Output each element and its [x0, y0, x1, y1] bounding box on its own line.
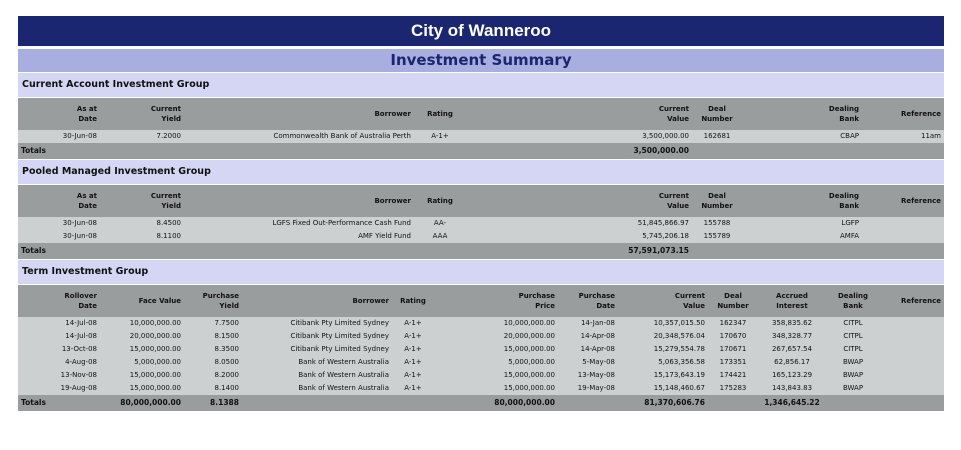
header-cell: Rating [414, 185, 466, 217]
face-value-cell: 5,000,000.00 [100, 356, 184, 369]
table-row [18, 317, 944, 330]
borrower-cell: Bank of Western Australia [242, 356, 392, 369]
header-cell: Current Value [466, 98, 692, 130]
deal-number-cell: 155788 [692, 217, 742, 230]
purchase-date-cell: 13-May-08 [558, 369, 618, 382]
deal-number-cell: 173351 [708, 356, 758, 369]
reference-cell [880, 369, 944, 382]
header-cell: Purchase Price [434, 285, 558, 317]
purchase-price-cell: 15,000,000.00 [434, 382, 558, 395]
totals-face-value: 80,000,000.00 [100, 395, 184, 411]
header-cell: Reference [862, 185, 944, 217]
totals-label: Totals [18, 243, 100, 259]
totals-row [18, 395, 944, 411]
rating-cell: AAA [414, 230, 466, 243]
dealing-bank-cell: CITPL [826, 330, 880, 343]
rating-cell: A-1+ [392, 317, 434, 330]
current-value-cell: 15,279,554.78 [618, 343, 708, 356]
header-cell: Current Value [466, 185, 692, 217]
dealing-bank-cell: CBAP [742, 130, 862, 143]
rating-cell: A-1+ [392, 356, 434, 369]
header-cell: Dealing Bank [742, 98, 862, 130]
rating-cell: A-1+ [392, 369, 434, 382]
header-cell: Accrued Interest [758, 285, 826, 317]
yield-cell: 8.1100 [100, 230, 184, 243]
report-title: Investment Summary [18, 49, 944, 72]
face-value-cell: 10,000,000.00 [100, 317, 184, 330]
rollover-date-cell: 19-Aug-08 [18, 382, 100, 395]
header-cell: Current Yield [100, 98, 184, 130]
rating-cell: AA- [414, 217, 466, 230]
current-value-cell: 51,845,866.97 [466, 217, 692, 230]
rating-cell: A-1+ [392, 343, 434, 356]
table-row [18, 130, 944, 143]
header-cell: Purchase Yield [184, 285, 242, 317]
header-cell: Borrower [184, 185, 414, 217]
header-cell: Deal Number [692, 98, 742, 130]
face-value-cell: 20,000,000.00 [100, 330, 184, 343]
totals-label: Totals [18, 395, 100, 411]
header-cell: As at Date [18, 185, 100, 217]
term-group-table [18, 285, 944, 411]
borrower-cell: AMF Yield Fund [184, 230, 414, 243]
organisation-title: City of Wanneroo [18, 16, 944, 46]
header-cell: Reference [862, 98, 944, 130]
purchase-date-cell: 14-Jan-08 [558, 317, 618, 330]
accrued-interest-cell: 143,843.83 [758, 382, 826, 395]
current-value-cell: 10,357,015.50 [618, 317, 708, 330]
table-row [18, 230, 944, 243]
header-cell: Rating [392, 285, 434, 317]
rollover-date-cell: 14-Jul-08 [18, 317, 100, 330]
table-row [18, 343, 944, 356]
reference-cell [880, 343, 944, 356]
rollover-date-cell: 13-Nov-08 [18, 369, 100, 382]
rating-cell: A-1+ [392, 382, 434, 395]
reference-cell [880, 330, 944, 343]
rollover-date-cell: 13-Oct-08 [18, 343, 100, 356]
yield-cell: 8.0500 [184, 356, 242, 369]
current-value-cell: 15,148,460.67 [618, 382, 708, 395]
borrower-cell: Bank of Western Australia [242, 369, 392, 382]
yield-cell: 8.3500 [184, 343, 242, 356]
totals-row [18, 143, 944, 159]
pooled-group-title: Pooled Managed Investment Group [18, 159, 944, 185]
accrued-interest-cell: 267,657.54 [758, 343, 826, 356]
table-row [18, 382, 944, 395]
header-cell: Deal Number [692, 185, 742, 217]
totals-current-value: 57,591,073.15 [466, 243, 692, 259]
current-group-title: Current Account Investment Group [18, 72, 944, 98]
yield-cell: 8.1500 [184, 330, 242, 343]
header-cell: Deal Number [708, 285, 758, 317]
header-cell: Face Value [100, 285, 184, 317]
table-header-row [18, 285, 944, 317]
borrower-cell: Citibank Pty Limited Sydney [242, 343, 392, 356]
purchase-date-cell: 19-May-08 [558, 382, 618, 395]
header-cell: As at Date [18, 98, 100, 130]
dealing-bank-cell: LGFP [742, 217, 862, 230]
borrower-cell: Bank of Western Australia [242, 382, 392, 395]
yield-cell: 8.1400 [184, 382, 242, 395]
table-header-row [18, 185, 944, 217]
deal-number-cell: 175283 [708, 382, 758, 395]
purchase-date-cell: 14-Apr-08 [558, 343, 618, 356]
purchase-price-cell: 20,000,000.00 [434, 330, 558, 343]
deal-number-cell: 170671 [708, 343, 758, 356]
investment-report [18, 16, 944, 411]
face-value-cell: 15,000,000.00 [100, 382, 184, 395]
yield-cell: 7.2000 [100, 130, 184, 143]
rollover-date-cell: 14-Jul-08 [18, 330, 100, 343]
reference-cell [880, 382, 944, 395]
totals-label: Totals [18, 143, 100, 159]
deal-number-cell: 162681 [692, 130, 742, 143]
borrower-cell: Commonwealth Bank of Australia Perth [184, 130, 414, 143]
current-value-cell: 3,500,000.00 [466, 130, 692, 143]
term-group-title: Term Investment Group [18, 259, 944, 285]
purchase-date-cell: 5-May-08 [558, 356, 618, 369]
rating-cell: A-1+ [392, 330, 434, 343]
deal-number-cell: 170670 [708, 330, 758, 343]
header-cell: Current Value [618, 285, 708, 317]
borrower-cell: LGFS Fixed Out-Performance Cash Fund [184, 217, 414, 230]
accrued-interest-cell: 62,856.17 [758, 356, 826, 369]
date-cell: 30-Jun-08 [18, 130, 100, 143]
header-cell: Borrower [184, 98, 414, 130]
accrued-interest-cell: 348,328.77 [758, 330, 826, 343]
date-cell: 30-Jun-08 [18, 217, 100, 230]
borrower-cell: Citibank Pty Limited Sydney [242, 317, 392, 330]
purchase-date-cell: 14-Apr-08 [558, 330, 618, 343]
current-value-cell: 15,173,643.19 [618, 369, 708, 382]
dealing-bank-cell: CITPL [826, 317, 880, 330]
header-cell: Reference [880, 285, 944, 317]
rollover-date-cell: 4-Aug-08 [18, 356, 100, 369]
header-cell: Rollover Date [18, 285, 100, 317]
reference-cell [862, 217, 944, 230]
borrower-cell: Citibank Pty Limited Sydney [242, 330, 392, 343]
pooled-group-table [18, 185, 944, 259]
purchase-price-cell: 5,000,000.00 [434, 356, 558, 369]
rating-cell: A-1+ [414, 130, 466, 143]
purchase-price-cell: 10,000,000.00 [434, 317, 558, 330]
yield-cell: 8.4500 [100, 217, 184, 230]
table-row [18, 369, 944, 382]
dealing-bank-cell: AMFA [742, 230, 862, 243]
dealing-bank-cell: CITPL [826, 343, 880, 356]
current-value-cell: 5,745,206.18 [466, 230, 692, 243]
dealing-bank-cell: BWAP [826, 356, 880, 369]
current-value-cell: 5,063,356.58 [618, 356, 708, 369]
totals-row [18, 243, 944, 259]
deal-number-cell: 162347 [708, 317, 758, 330]
dealing-bank-cell: BWAP [826, 369, 880, 382]
header-cell: Purchase Date [558, 285, 618, 317]
table-row [18, 217, 944, 230]
table-header-row [18, 98, 944, 130]
table-row [18, 356, 944, 369]
header-cell: Dealing Bank [742, 185, 862, 217]
totals-current-value: 3,500,000.00 [466, 143, 692, 159]
purchase-price-cell: 15,000,000.00 [434, 343, 558, 356]
header-cell: Dealing Bank [826, 285, 880, 317]
current-value-cell: 20,348,576.04 [618, 330, 708, 343]
accrued-interest-cell: 165,123.29 [758, 369, 826, 382]
current-group-table [18, 98, 944, 159]
reference-cell [880, 356, 944, 369]
dealing-bank-cell: BWAP [826, 382, 880, 395]
date-cell: 30-Jun-08 [18, 230, 100, 243]
header-cell: Rating [414, 98, 466, 130]
face-value-cell: 15,000,000.00 [100, 369, 184, 382]
header-cell: Current Yield [100, 185, 184, 217]
accrued-interest-cell: 358,835.62 [758, 317, 826, 330]
reference-cell [862, 230, 944, 243]
header-cell: Borrower [242, 285, 392, 317]
table-row [18, 330, 944, 343]
totals-accrued-interest: 1,346,645.22 [758, 395, 826, 411]
face-value-cell: 15,000,000.00 [100, 343, 184, 356]
reference-cell [880, 317, 944, 330]
totals-current-value: 81,370,606.76 [618, 395, 708, 411]
reference-cell: 11am [862, 130, 944, 143]
deal-number-cell: 174421 [708, 369, 758, 382]
totals-yield: 8.1388 [184, 395, 242, 411]
yield-cell: 8.2000 [184, 369, 242, 382]
totals-purchase-price: 80,000,000.00 [434, 395, 558, 411]
purchase-price-cell: 15,000,000.00 [434, 369, 558, 382]
yield-cell: 7.7500 [184, 317, 242, 330]
deal-number-cell: 155789 [692, 230, 742, 243]
